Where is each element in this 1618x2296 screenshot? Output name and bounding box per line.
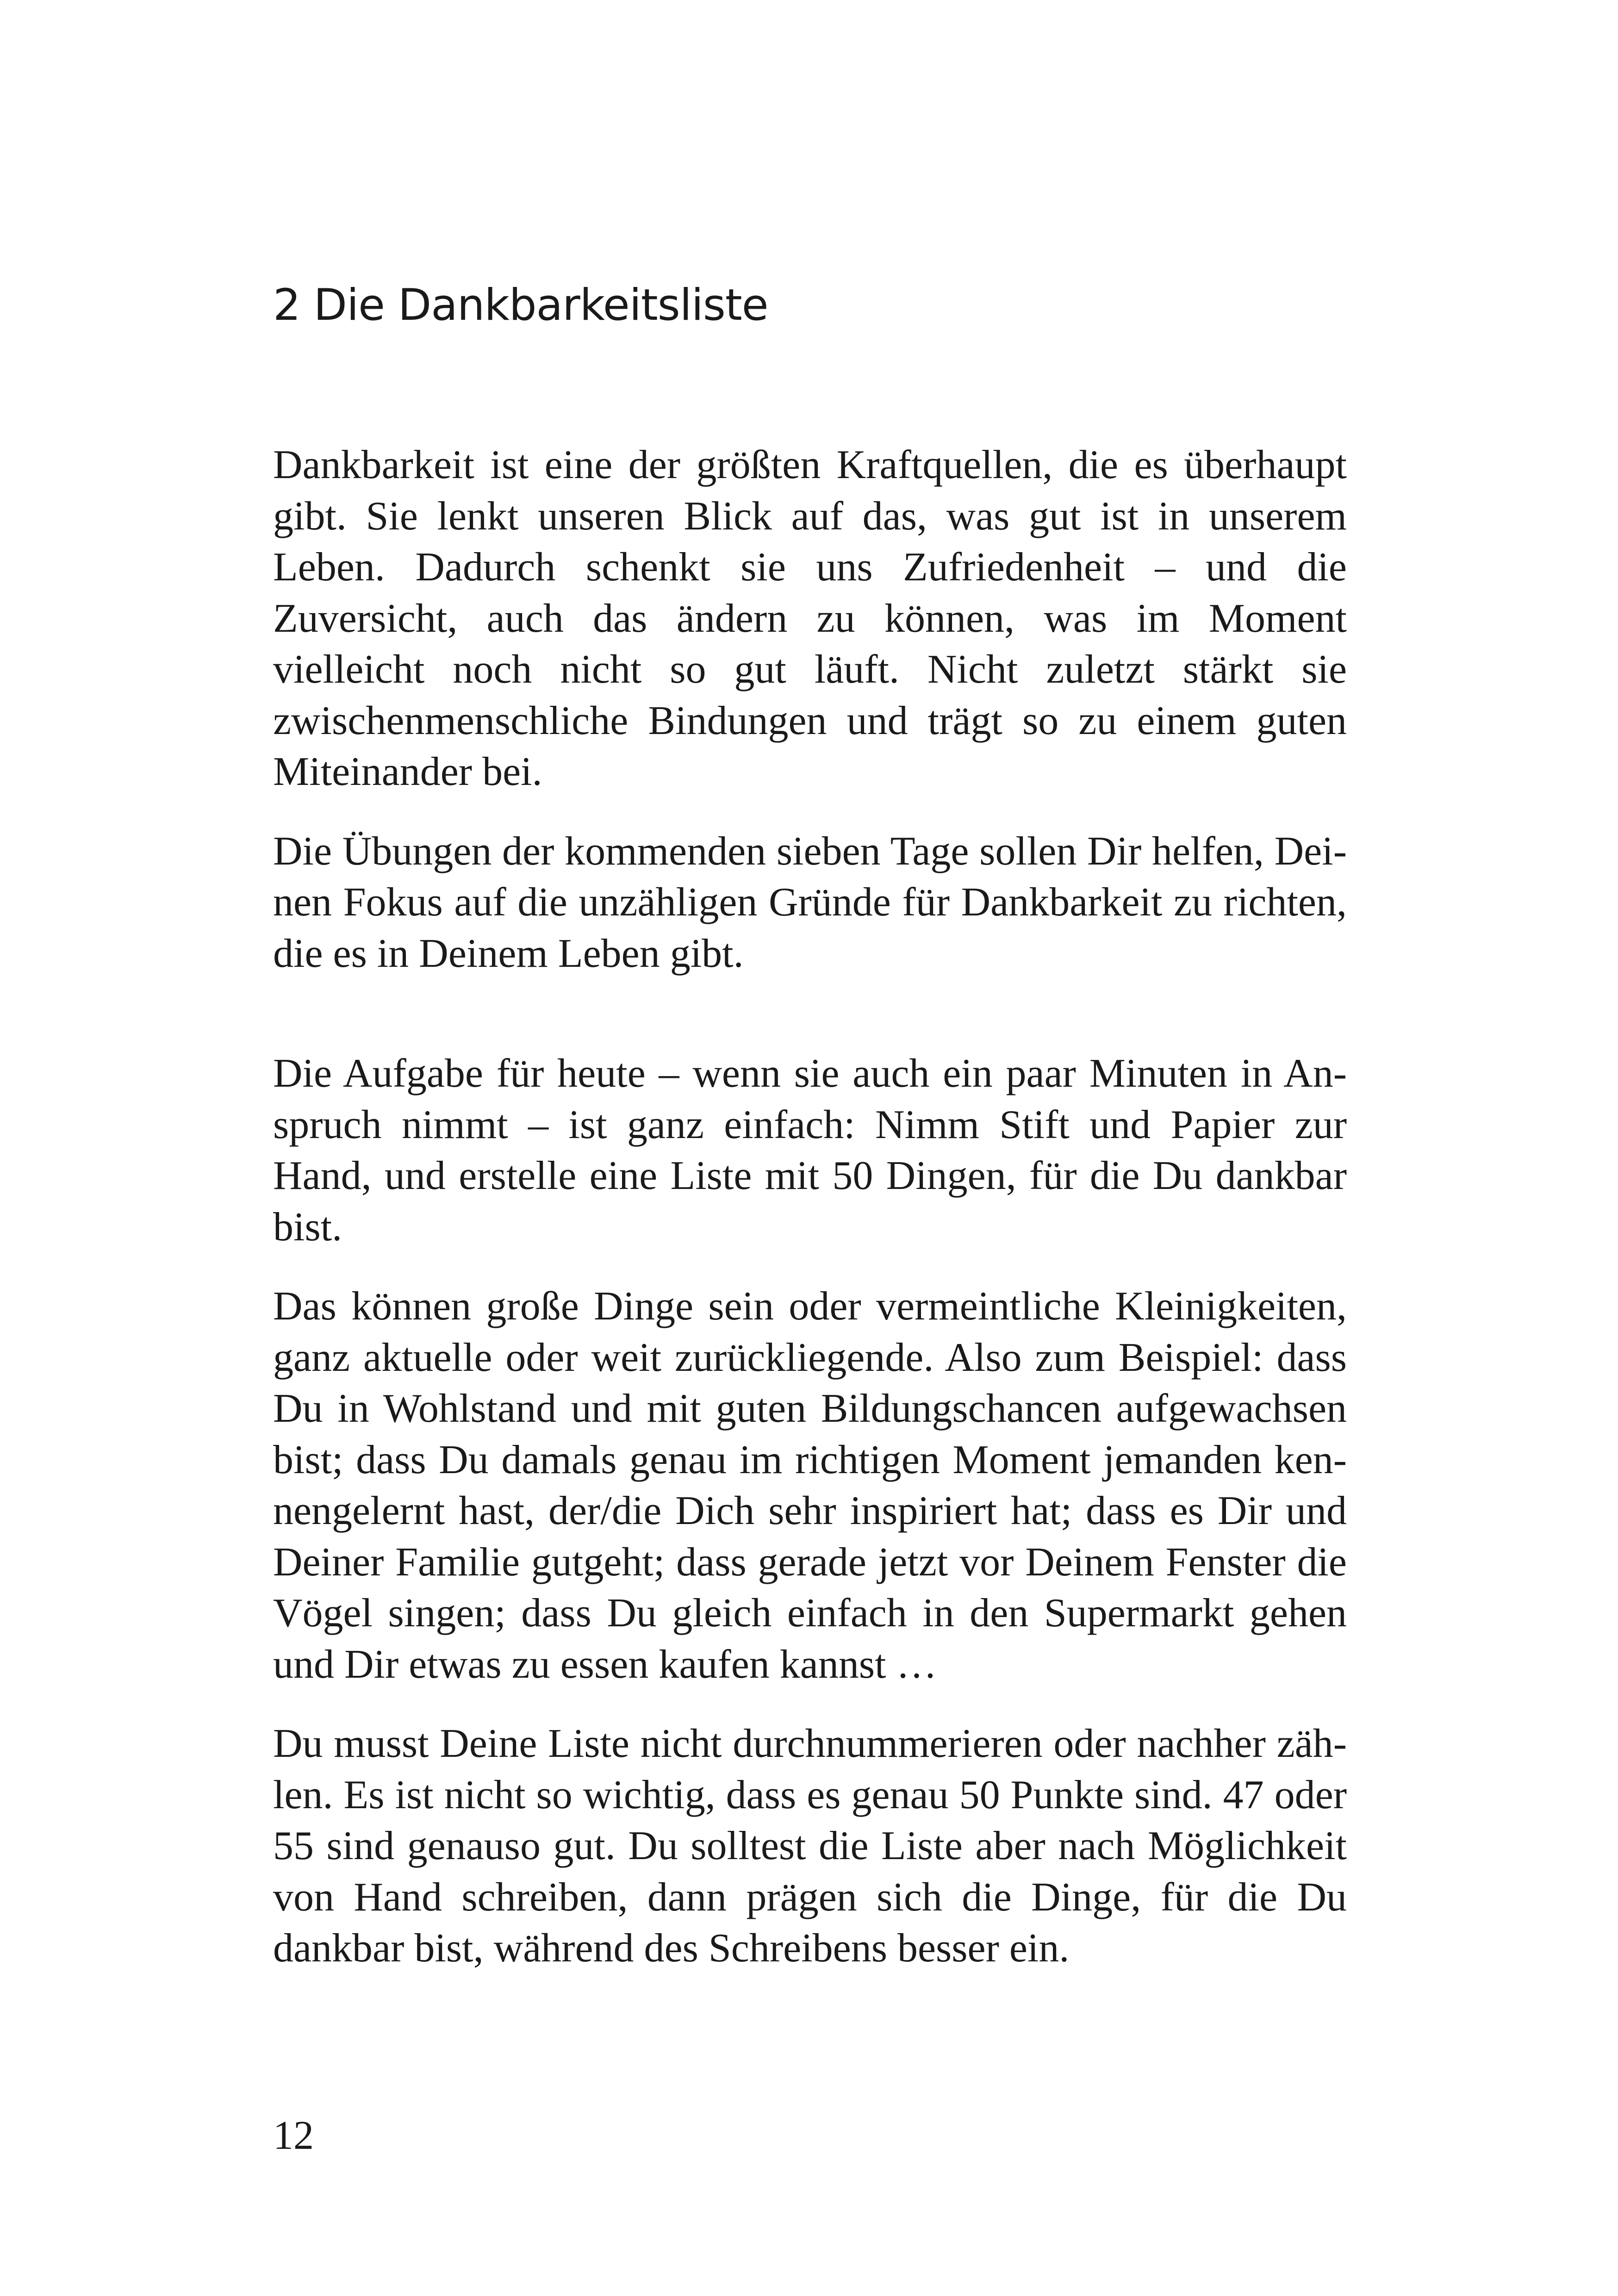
task-paragraph-3: Du musst Deine Liste nicht durchnummerieren oder nachher zählen. Es ist nicht so wichtig, dass es genau 50 Punkte sind. 47 oder 55 sind genauso gut. Du solltest die Liste aber nach Möglichkeit von Hand schreiben, dann prägen sich die Dinge, für die Du dankbar bist, während des Schreibens besser ein. [273, 1721, 1347, 1971]
chapter-title: 2 Die Dankbarkeitsliste [273, 280, 768, 330]
intro-paragraph-1: Dankbarkeit ist eine der größten Kraftquellen, die es überhaupt gibt. Sie lenkt unseren Blick auf das, was gut ist in unserem Leben. Dadurch schenkt sie uns Zufriedenheit – und die Zuversicht, auch das ändern zu können, was im Moment vielleicht noch nicht so gut läuft. Nicht zuletzt stärkt sie zwischenmenschliche Bindungen und trägt so zu einem guten Miteinander bei. [273, 442, 1347, 794]
intro-section [273, 440, 1347, 979]
page-number: 12 [273, 2113, 314, 2158]
task-paragraph-1: Die Aufgabe für heute – wenn sie auch ein paar Minuten in Anspruch nimmt – ist ganz einfach: Nimm Stift und Papier zur Hand, und erstelle eine Liste mit 50 Dingen, für die Du dankbar bist. [273, 1051, 1347, 1250]
task-section [273, 1048, 1347, 1974]
task-paragraph-2: Das können große Dinge sein oder vermeintliche Kleinigkeiten, ganz aktuelle oder weit zurückliegende. Also zum Beispiel: dass Du in Wohlstand und mit guten Bildungschancen aufgewachsen bist; dass Du damals genau im richtigen Moment jemanden kennengelernt hast, der/die Dich sehr inspiriert hat; dass es Dir und Deiner Familie gutgeht; dass gerade jetzt vor Deinem Fenster die Vögel singen; dass Du gleich einfach in den Supermarkt gehen und Dir etwas zu essen kaufen kannst … [273, 1284, 1347, 1687]
intro-paragraph-2: Die Übungen der kommenden sieben Tage sollen Dir helfen, Deinen Fokus auf die unzähligen Gründe für Dankbarkeit zu richten, die es in Deinem Leben gibt. [273, 828, 1347, 976]
